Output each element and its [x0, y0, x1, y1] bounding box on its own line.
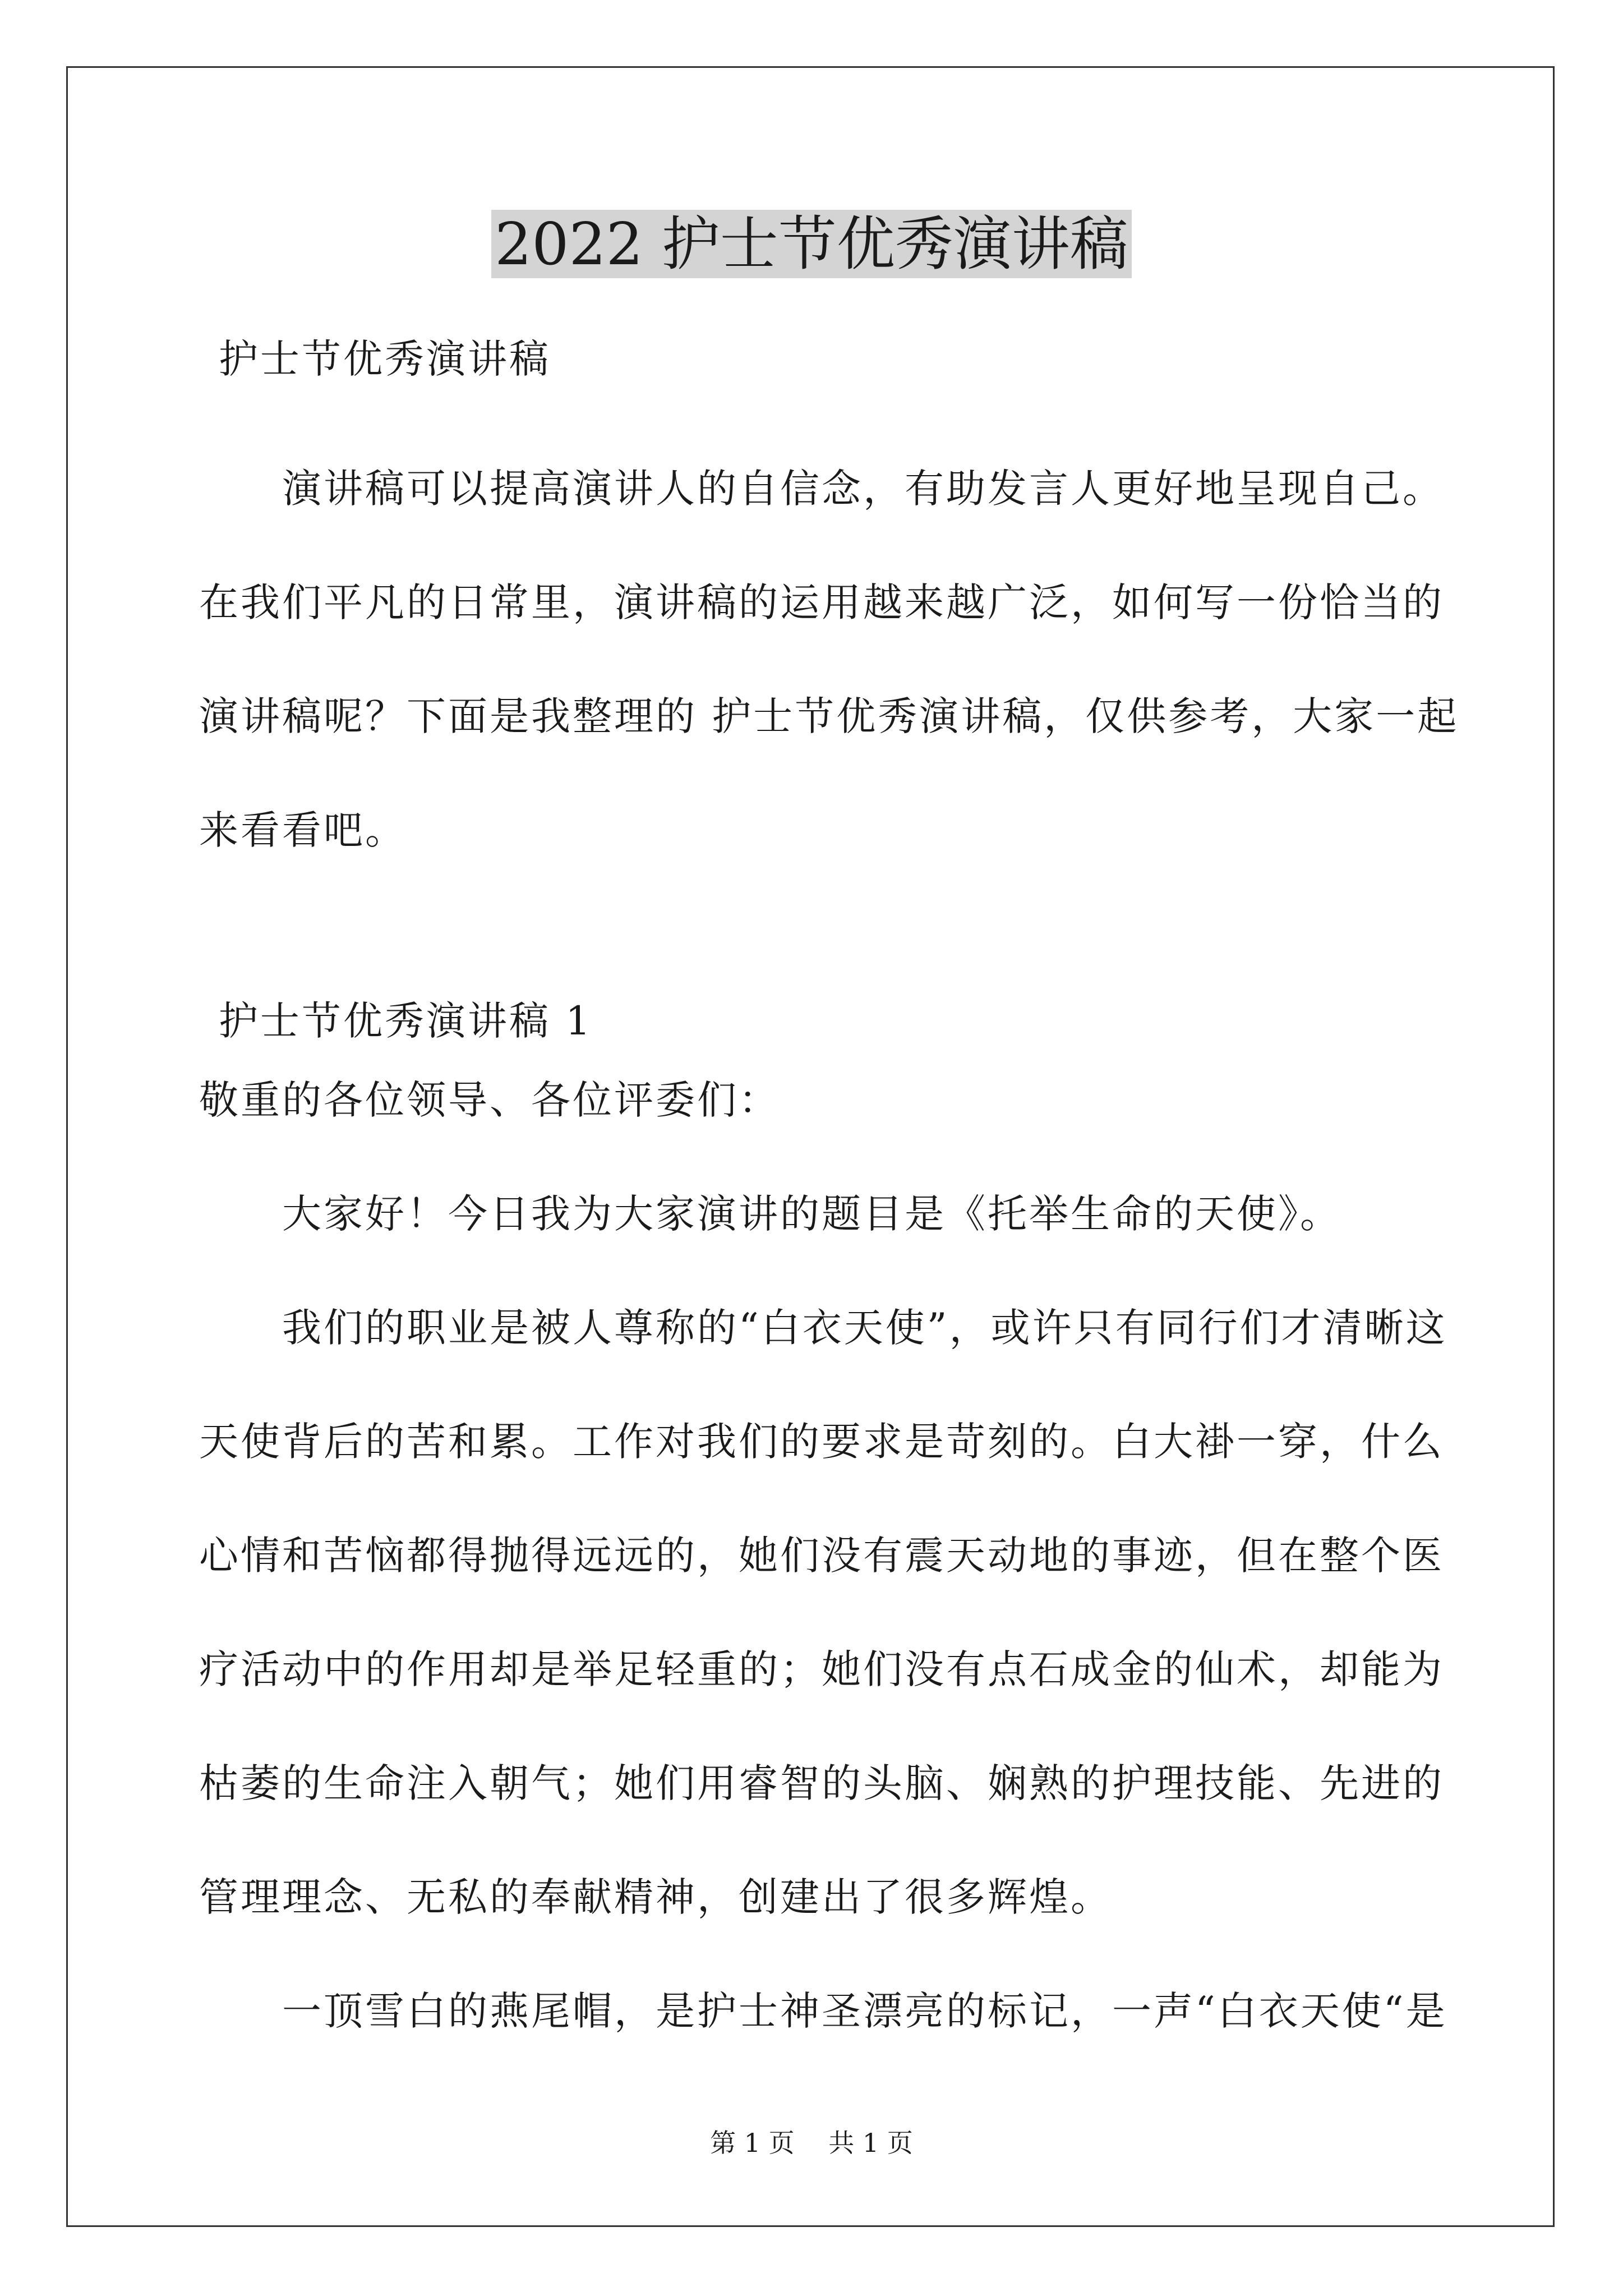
section-body-1 — [199, 1043, 1447, 2068]
text-line: 心情和苦恼都得抛得远远的，她们没有震天动地的事迹，但在整个医 — [199, 1533, 1444, 1579]
text-line: 来看看吧。 — [199, 807, 407, 853]
document-title-text: 2022 护士节优秀演讲稿 — [491, 210, 1132, 278]
text-line: 演讲稿呢？下面是我整理的 护士节优秀演讲稿，仅供参考，大家一起 — [199, 693, 1459, 739]
text-line: 疗活动中的作用却是举足轻重的；她们没有点石成金的仙术，却能为 — [199, 1646, 1444, 1692]
intro-heading: 护士节优秀演讲稿 — [219, 336, 551, 382]
intro-paragraph — [199, 432, 1459, 887]
page-footer: 第 1 页 共 1 页 — [710, 2128, 913, 2158]
text-line: 大家好！今日我为大家演讲的题目是《托举生命的天使》。 — [199, 1191, 1341, 1237]
text-line: 管理理念、无私的奉献精神，创建出了很多辉煌。 — [199, 1874, 1112, 1920]
text-line: 天使背后的苦和累。工作对我们的要求是苛刻的。白大褂一穿，什么 — [199, 1419, 1444, 1465]
text-line: 在我们平凡的日常里，演讲稿的运用越来越广泛，如何写一份恰当的 — [199, 579, 1444, 625]
text-line: 演讲稿可以提高演讲人的自信念，有助发言人更好地呈现自己。 — [199, 466, 1444, 512]
text-line: 我们的职业是被人尊称的“白衣天使”，或许只有同行们才清晰这 — [199, 1305, 1447, 1351]
text-line: 敬重的各位领导、各位评委们： — [199, 1077, 780, 1123]
text-line: 一顶雪白的燕尾帽，是护士神圣漂亮的标记，一声“白衣天使“是 — [199, 1988, 1447, 2034]
text-line: 枯萎的生命注入朝气；她们用睿智的头脑、娴熟的护理技能、先进的 — [199, 1760, 1444, 1806]
document-title — [0, 202, 1623, 286]
section-heading-1: 护士节优秀演讲稿 1 — [219, 998, 593, 1044]
